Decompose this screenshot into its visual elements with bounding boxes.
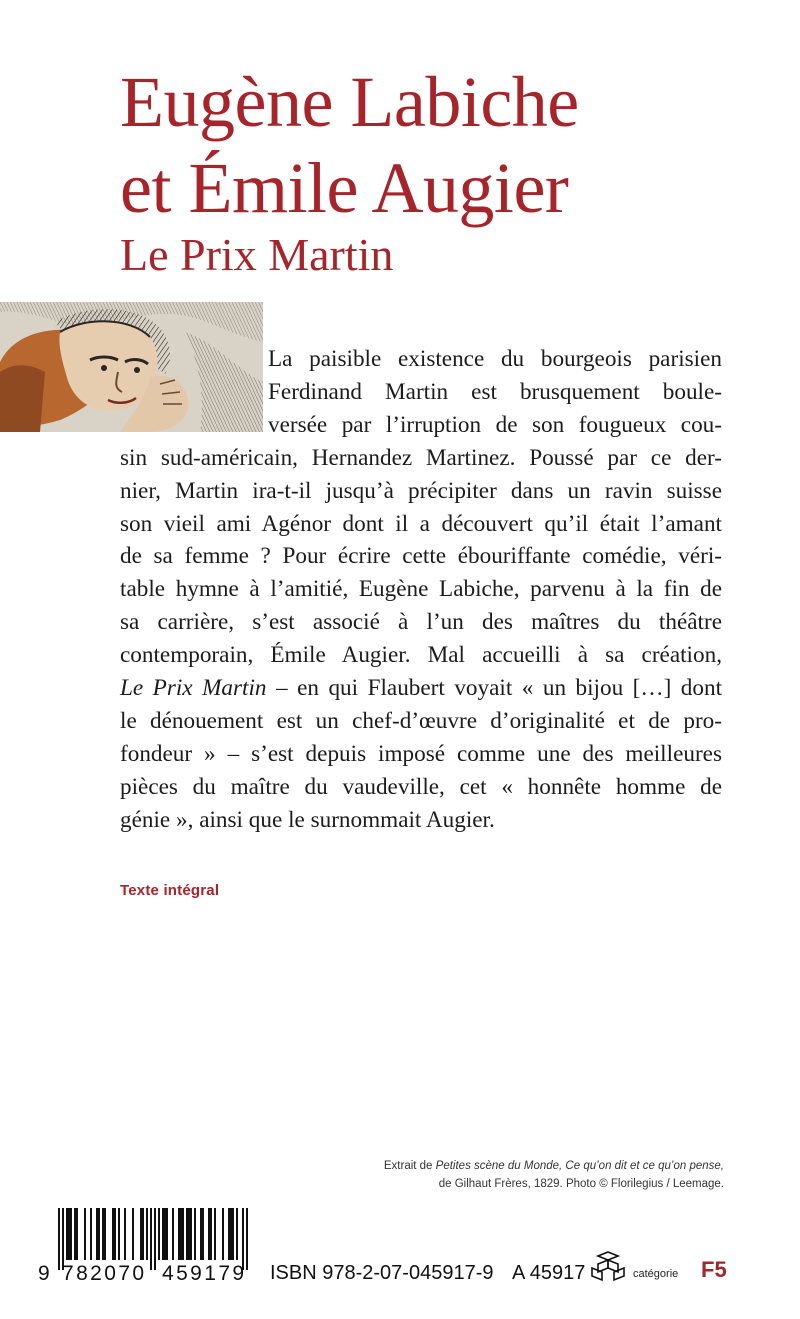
book-title: Le Prix Martin xyxy=(120,229,394,280)
barcode-bar xyxy=(200,1208,202,1260)
barcode-bar xyxy=(90,1208,92,1260)
barcode-bar xyxy=(190,1208,192,1260)
credits-line-1 xyxy=(304,1157,724,1175)
barcode-bar xyxy=(230,1208,232,1260)
barcode-bar xyxy=(166,1208,168,1260)
barcode-bar xyxy=(162,1208,164,1260)
barcode-bar xyxy=(194,1208,196,1260)
barcode-bar xyxy=(188,1208,190,1260)
barcode-bar xyxy=(112,1208,114,1260)
barcode-left-group: 782070 xyxy=(62,1262,147,1285)
barcode-bar xyxy=(208,1208,210,1260)
folio-pages-logo-icon xyxy=(588,1248,628,1284)
back-cover-blurb xyxy=(120,343,722,837)
blurb-line: sin sud-américain, Hernandez Martinez. Poussé par ce der- xyxy=(120,444,722,471)
barcode-bar xyxy=(180,1208,182,1260)
barcode-bar xyxy=(154,1208,156,1270)
blurb-line-with-title xyxy=(120,672,722,705)
credits-line-2: de Gilhaut Frères, 1829. Photo © Florilegius / Leemage. xyxy=(438,1178,724,1190)
barcode-bar xyxy=(62,1208,64,1270)
barcode-bar xyxy=(236,1208,238,1260)
barcode-bar xyxy=(74,1208,76,1260)
barcode-bar xyxy=(210,1208,212,1260)
barcode-bar xyxy=(84,1208,86,1260)
barcode-bar xyxy=(102,1208,104,1260)
blurb-line: nier, Martin ira-t-il jusqu’à précipiter dans un ravin suisse xyxy=(120,477,722,504)
blurb-line: fondeur » – s’est depuis imposé comme une des meilleures xyxy=(120,740,722,767)
blurb-line: le dénouement est un chef-d’œuvre d’originalité et de pro- xyxy=(120,707,722,734)
barcode-bar xyxy=(202,1208,204,1260)
blurb-line: son vieil ami Agénor dont il a découvert qu’il était l’amant xyxy=(120,510,722,537)
illustration-credits xyxy=(304,1157,724,1193)
barcode-bar xyxy=(214,1208,216,1260)
category-label: catégorie xyxy=(633,1268,679,1280)
barcode-bar xyxy=(178,1208,180,1260)
barcode-bar xyxy=(124,1208,126,1260)
barcode-bar xyxy=(118,1208,120,1260)
blurb-line: sa carrière, s’est associé à l’un des maîtres du théâtre xyxy=(120,609,722,636)
barcode-bars xyxy=(38,1208,266,1270)
barcode-bar xyxy=(66,1208,68,1260)
barcode-bar xyxy=(104,1208,106,1260)
barcode-bar xyxy=(232,1208,234,1260)
credits-prefix: Extrait de xyxy=(383,1160,436,1172)
edition-note: Texte intégral xyxy=(120,882,220,899)
category-code: F5 xyxy=(701,1257,727,1282)
barcode-bar xyxy=(140,1208,142,1260)
barcode-bar xyxy=(114,1208,116,1260)
barcode-bar xyxy=(228,1208,230,1260)
blurb-italic-title: Le Prix Martin xyxy=(120,675,267,702)
barcode-bar xyxy=(146,1208,148,1260)
barcode-bar xyxy=(68,1208,70,1260)
barcode-bar xyxy=(96,1208,98,1260)
blurb-line: contemporain, Émile Augier. Mal accueilli à sa création, xyxy=(120,642,722,669)
barcode-bar xyxy=(70,1208,72,1260)
barcode-bar xyxy=(58,1208,60,1270)
barcode-first-digit: 9 xyxy=(38,1262,50,1285)
barcode-bar xyxy=(150,1208,152,1270)
blurb-line: table hymne à l’amitié, Eugène Labiche, parvenu à la fin de xyxy=(120,576,722,603)
barcode-bar xyxy=(246,1208,248,1270)
barcode-bar xyxy=(76,1208,78,1260)
barcode-bar xyxy=(186,1208,188,1260)
barcode-bar xyxy=(182,1208,184,1260)
blurb-line: génie », ainsi que le surnommait Augier. xyxy=(120,806,495,833)
author-line-2: et Émile Augier xyxy=(120,148,569,228)
isbn: ISBN 978-2-07-045917-9 xyxy=(270,1262,494,1284)
credits-source: Petites scène du Monde, Ce qu’on dit et ce qu’on pense, xyxy=(435,1160,724,1172)
blurb-line: Ferdinand Martin est brusquement boule- xyxy=(268,378,722,405)
barcode-bar xyxy=(132,1208,134,1260)
author-line-1: Eugène Labiche xyxy=(120,62,579,142)
barcode-bar xyxy=(98,1208,100,1260)
barcode-bar xyxy=(222,1208,224,1260)
blurb-line: de sa femme ? Pour écrire cette ébouriffante comédie, véri- xyxy=(120,543,722,570)
barcode-bar xyxy=(158,1208,160,1260)
catalog-reference: A 45917 xyxy=(512,1262,586,1284)
barcode-right-group: 459179 xyxy=(162,1262,247,1285)
blurb-line-rest: – en qui Flaubert voyait « un bijou […] dont xyxy=(276,675,723,702)
barcode-bar xyxy=(172,1208,174,1260)
blurb-line: pièces du maître du vaudeville, cet « honnête homme de xyxy=(120,773,722,800)
barcode-bar xyxy=(142,1208,144,1260)
barcode-bar xyxy=(164,1208,166,1260)
blurb-line: La paisible existence du bourgeois parisien xyxy=(268,346,722,372)
barcode-bar xyxy=(242,1208,244,1270)
blurb-line: versée par l’irruption de son fougueux cou- xyxy=(268,411,722,438)
